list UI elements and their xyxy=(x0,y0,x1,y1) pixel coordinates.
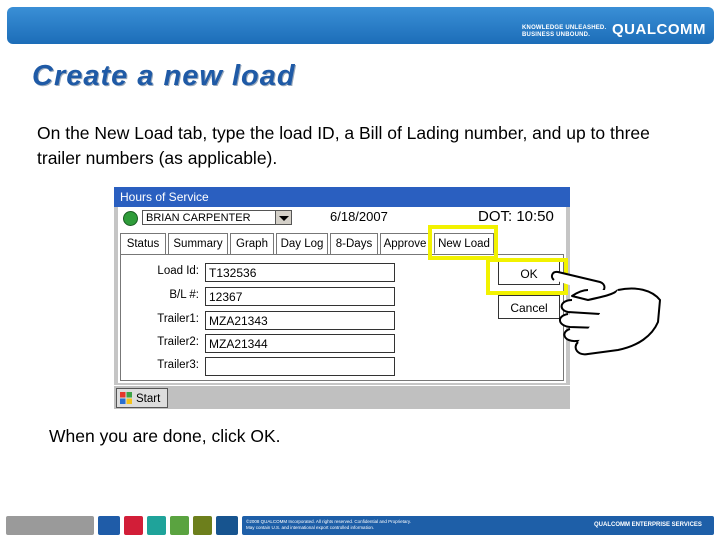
trailer3-label: Trailer3: xyxy=(157,359,199,371)
chevron-down-icon[interactable] xyxy=(275,210,292,225)
tab-approve[interactable]: Approve xyxy=(380,233,430,254)
trailer1-label: Trailer1: xyxy=(157,313,199,325)
taskbar xyxy=(114,385,570,409)
qualcomm-logo: QUALCOMM xyxy=(612,21,706,38)
closing-text: When you are done, click OK. xyxy=(49,426,281,446)
start-label: Start xyxy=(136,393,161,405)
new-load-tab-highlight xyxy=(428,225,498,260)
trailer1-input[interactable]: MZA21343 xyxy=(205,311,395,330)
footer-stripe xyxy=(6,516,94,535)
tab-day-log[interactable]: Day Log xyxy=(276,233,328,254)
footer-stripe xyxy=(147,516,166,535)
header-bar xyxy=(7,7,714,44)
footer-legal-text: ©2008 QUALCOMM Incorporated. All rights reserved. Confidential and Proprietary. May contain U.S. and international export controlled information. xyxy=(246,519,412,530)
footer-stripe xyxy=(216,516,238,535)
cancel-button[interactable]: Cancel xyxy=(498,295,560,319)
bol-input[interactable]: 12367 xyxy=(205,287,395,306)
trailer2-label: Trailer2: xyxy=(157,336,199,348)
dot-time-display: DOT: 10:50 xyxy=(478,208,554,225)
tab-status[interactable]: Status xyxy=(120,233,166,254)
device-screenshot xyxy=(114,187,570,409)
window-title: Hours of Service xyxy=(120,190,209,204)
footer xyxy=(0,514,720,540)
tab-graph[interactable]: Graph xyxy=(230,233,274,254)
trailer2-input[interactable]: MZA21344 xyxy=(205,334,395,353)
status-indicator-icon xyxy=(123,211,138,226)
footer-stripe xyxy=(98,516,120,535)
slide-title: Create a new load xyxy=(32,60,296,92)
footer-brand: QUALCOMM ENTERPRISE SERVICES xyxy=(594,522,702,528)
tagline: KNOWLEDGE UNLEASHED. BUSINESS UNBOUND. xyxy=(522,25,607,38)
slide-body-text: On the New Load tab, type the load ID, a Bill of Lading number, and up to three trailer numbers (as applicable). xyxy=(37,123,650,168)
bol-label: B/L #: xyxy=(169,289,199,301)
driver-select[interactable]: BRIAN CARPENTER xyxy=(142,210,278,225)
tab-8-days[interactable]: 8-Days xyxy=(330,233,378,254)
window-title-bar xyxy=(114,187,570,207)
load-id-input[interactable]: T132536 xyxy=(205,263,395,282)
date-display: 6/18/2007 xyxy=(330,209,388,224)
footer-stripe xyxy=(193,516,212,535)
tab-summary[interactable]: Summary xyxy=(168,233,228,254)
footer-stripe xyxy=(170,516,189,535)
start-button[interactable] xyxy=(116,388,168,408)
trailer3-input[interactable] xyxy=(205,357,395,376)
footer-stripe xyxy=(124,516,143,535)
hos-window xyxy=(118,207,566,383)
tab-new-load[interactable]: New Load xyxy=(434,233,494,254)
windows-logo-icon xyxy=(120,392,132,404)
ok-button[interactable]: OK xyxy=(498,261,560,285)
pointing-hand-icon xyxy=(548,260,663,360)
load-id-label: Load Id: xyxy=(157,265,199,277)
